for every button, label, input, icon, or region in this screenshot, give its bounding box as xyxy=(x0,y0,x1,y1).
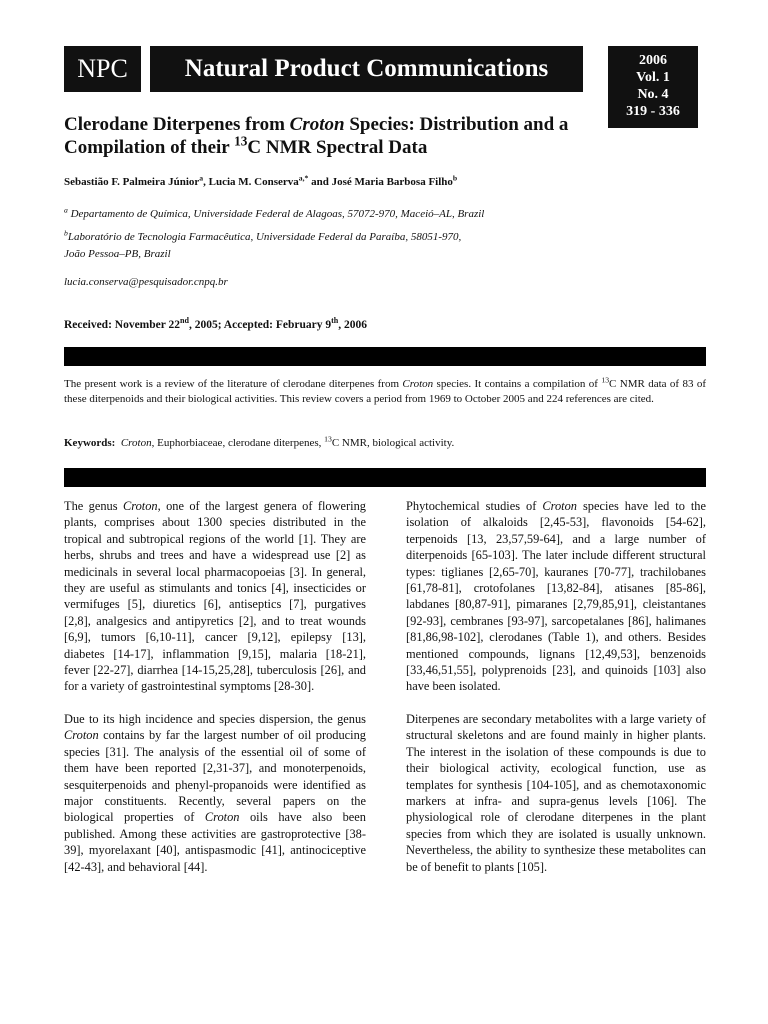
journal-title-banner xyxy=(150,46,583,92)
title-genus: Croton xyxy=(289,114,345,135)
divider-bar xyxy=(64,468,706,487)
contact-email[interactable]: lucia.conserva@pesquisador.cnpq.br xyxy=(64,276,228,288)
affiliation-a: $^a$ Departamento de Química, Universidade Federal de Alagoas, 57072-970, Maceió–AL, Brazil xyxy=(64,205,485,220)
issue-number: No. 4 xyxy=(637,87,669,102)
logo-text: NPC xyxy=(77,54,128,83)
article-title: Clerodane Diterpenes from Croton Species: Distribution and a Compilation of their $^{13}$C NMR Spectral Data xyxy=(64,114,569,158)
issue-pages: 319 - 336 xyxy=(626,104,680,119)
received-dates: Received: November 22nd, 2005; Accepted: February 9th, 2006 xyxy=(64,316,368,331)
issue-info-box xyxy=(608,46,698,128)
journal-name: Natural Product Communications xyxy=(184,55,549,82)
body-column-left xyxy=(64,498,366,891)
keywords-label: Keywords: xyxy=(64,437,116,449)
paragraph: Diterpenes are secondary metabolites with a large variety of structural skeletons and are found mainly in higher plants. The interest in the isolation of these compounds is due to their biological activity, ecological function, use as templates for synthesis [104-105], and as chemotaxonomic markers at infra- and supra-genus levels [106]. The physiological role of clerodane diterpenes in the plant species from which they are isolated is usually unknown. Nevertheless, the ability to synthesize these metabolites can be of benefit to plants [105]. xyxy=(406,711,706,874)
issue-year: 2006 xyxy=(639,53,667,68)
body-column-right xyxy=(406,498,706,891)
author-list: Sebastião F. Palmeira Júnior$^a$, Lucia M. Conserva$^{a,*}$ and José Maria Barbosa Filho$^b$ xyxy=(64,173,458,188)
paragraph: The genus Croton, one of the largest genera of flowering plants, comprises about 1300 species distributed in the tropical and subtropical regions of the world [1]. They are herbs, shrubs and trees and have a widespread use [2] as medicinals in several local pharmacopoeias [3]. In general, they are useful as stimulants and tonics [4], insecticides or vermifuges [5], diuretics [6], antiseptics [7], purgatives [2,8], analgesics and antipyretics [2], and to treat wounds [6,9], tumors [6,10-11], cancer [9,12], epilepsy [13], diabetes [14-17], inflammation [9,15], malaria [18-21], fever [22-27], diarrhea [14-15,25,28], tuberculosis [26], and for a variety of gastrointestinal symptoms [28-30]. xyxy=(64,499,366,694)
divider-bar xyxy=(64,347,706,366)
abstract: The present work is a review of the literature of clerodane diterpenes from Croton species. It contains a compilation of $^{13}$C NMR data of 83 of these diterpenoids and their biological activities. This review covers a period from 1969 to October 2005 and 224 references are cited. xyxy=(64,375,706,405)
keywords: Keywords: Croton, Euphorbiaceae, clerodane diterpenes, $^{13}$C NMR, biological activity. xyxy=(64,434,455,449)
journal-logo xyxy=(64,46,141,92)
paragraph: Phytochemical studies of Croton species have led to the isolation of alkaloids [2,45-53], flavonoids [54-62], terpenoids [13, 23,57,59-64], and a large number of diterpenoids [65-103]. The later include different structural types: tiglianes [2,65-70], kauranes [70-77], trachilobanes [61,78-81], crotofolanes [13,82-84], atisanes [85-86], labdanes [80,87-91], pimaranes [2,79,85,91], cleistantanes [92-93], cembranes [93-97], sarcopetalanes [86], halimanes [81,86,98-102], clerodanes (Table 1), and others. Besides mentioned compounds, lignans [12,49,53], benzenoids [33,46,51,55], polyprenoids [23], and quinoids [103] also have been isolated. xyxy=(406,499,707,694)
paragraph: Due to its high incidence and species dispersion, the genus Croton contains by far the largest number of oil producing species [31]. The analysis of the essential oil of some of them have been reported [2,31-37], and monoterpenoids, sesquiterpenoids and phenyl-propanoids were identified as major constituents. Recently, several papers on the biological properties of Croton oils have also been published. Among these activities are gastroprotective [38-39], myorelaxant [40], antispasmodic [41], antinociceptive [42-43], and behavioral [44]. xyxy=(64,711,366,874)
issue-volume: Vol. 1 xyxy=(636,70,670,85)
affiliation-b: $^b$Laboratório de Tecnologia Farmacêutica, Universidade Federal da Paraíba, 58051-970, João Pessoa–PB, Brazil xyxy=(64,228,462,260)
